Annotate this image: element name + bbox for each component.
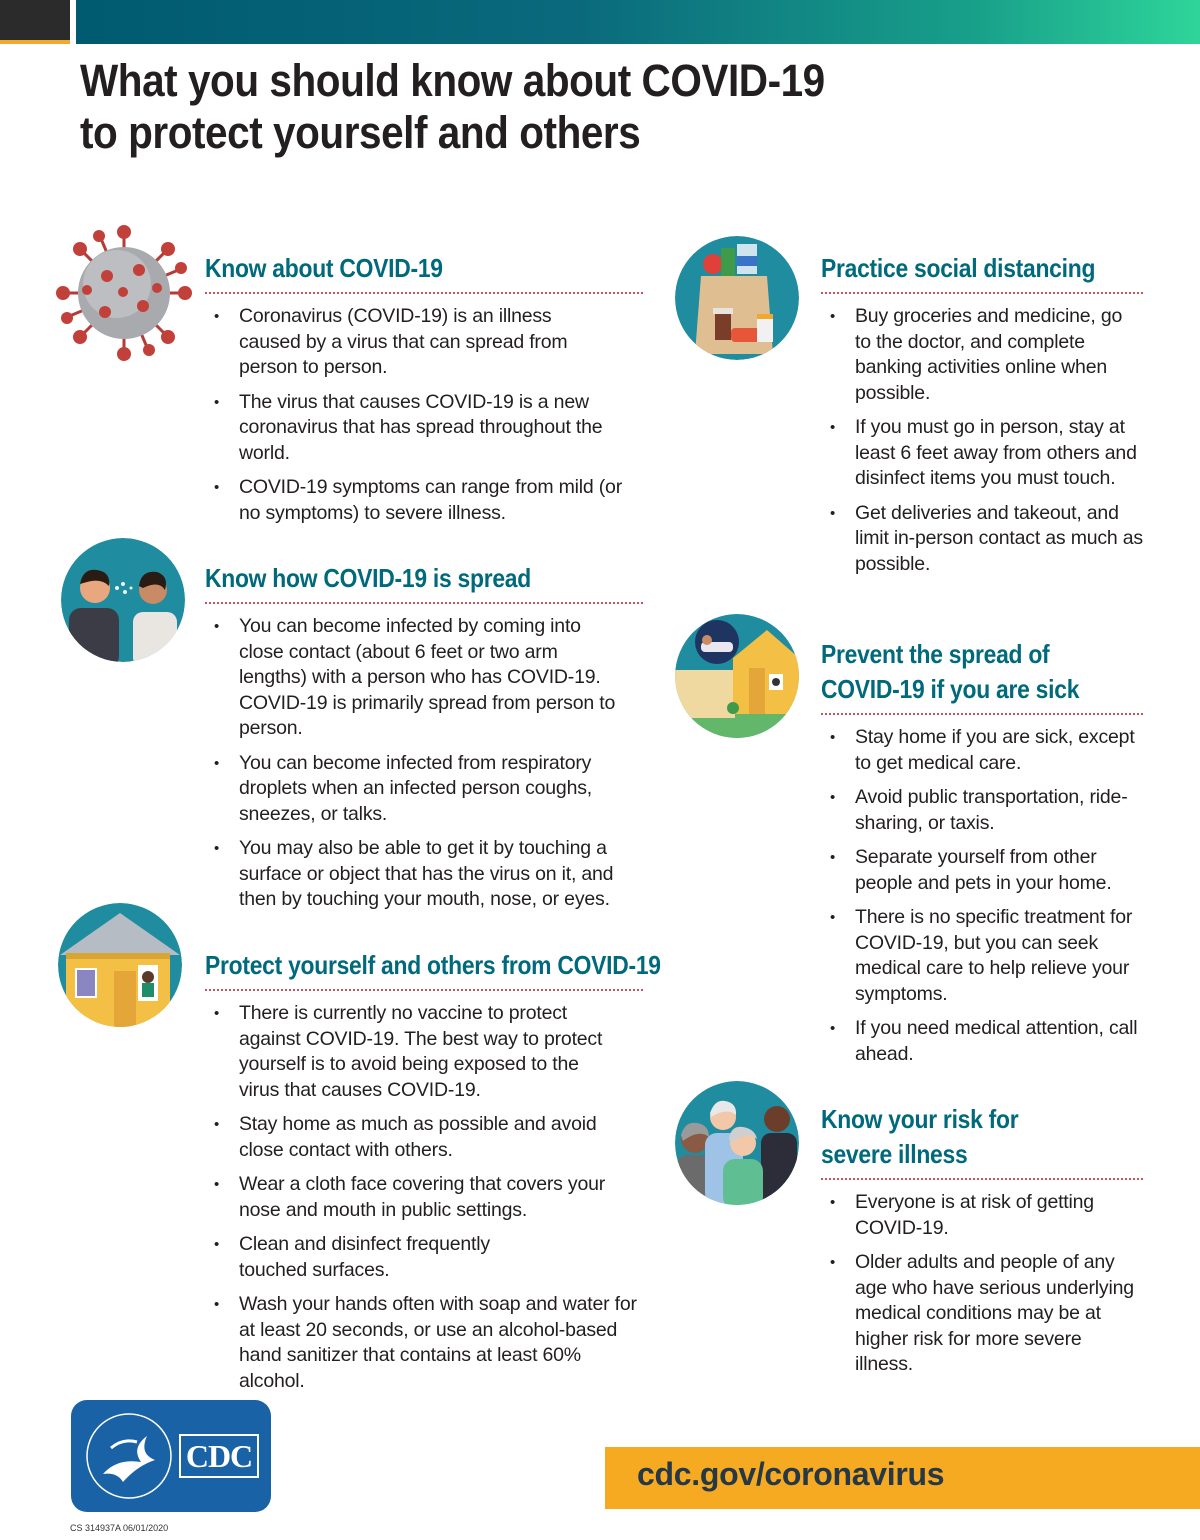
hhs-seal-icon bbox=[83, 1408, 175, 1504]
page-title-line1: What you should know about COVID-19 bbox=[80, 55, 825, 106]
list-item: • The virus that causes COVID-19 is a new coronavirus that has spread throughout the world. bbox=[239, 390, 611, 467]
dotted-divider bbox=[205, 602, 643, 604]
list-item: • If you must go in person, stay at least 6 feet away from others and disinfect items you must touch. bbox=[855, 415, 1143, 492]
house-icon bbox=[58, 903, 182, 1027]
cdc-logo-text: CDC bbox=[179, 1434, 259, 1478]
list-item: • You may also be able to get it by touching a surface or object that has the virus on it, and then by touching your mouth, nose, or eyes. bbox=[239, 836, 643, 913]
dotted-divider bbox=[821, 713, 1143, 715]
section-title-line2: severe illness bbox=[821, 1139, 968, 1169]
header-dark-block bbox=[0, 0, 70, 40]
list-item: • Get deliveries and takeout, and limit in-person contact as much as possible. bbox=[855, 501, 1143, 578]
section-title: Practice social distancing bbox=[821, 253, 1096, 283]
section-title-line1: Know your risk for bbox=[821, 1104, 1019, 1134]
header-gradient-bar bbox=[76, 0, 1200, 44]
list-item: • Wear a cloth face covering that covers your nose and mouth in public settings. bbox=[239, 1172, 643, 1223]
list-item: • Older adults and people of any age who have serious underlying medical conditions may be at higher risk for more severe illness. bbox=[855, 1250, 1143, 1378]
page-title bbox=[80, 55, 890, 159]
document-code: CS 314937A 06/01/2020 bbox=[70, 1523, 169, 1533]
list-item: • Everyone is at risk of getting COVID-19. bbox=[855, 1190, 1143, 1241]
header-gold-strip bbox=[0, 40, 70, 44]
list-item: • You can become infected by coming into close contact (about 6 feet or two arm lengths) with a person who has COVID-19. COVID-19 is primarily spread from person to person. bbox=[239, 614, 621, 742]
section-how-spread bbox=[205, 561, 643, 922]
section-title: Know how COVID-19 is spread bbox=[205, 563, 531, 593]
section-title bbox=[821, 637, 1104, 707]
bullet-list bbox=[205, 1001, 643, 1394]
section-title: Know about COVID-19 bbox=[205, 253, 443, 283]
page-title-line2: to protect yourself and others bbox=[80, 107, 641, 158]
list-item: • Wash your hands often with soap and water for at least 20 seconds, or use an alcohol-based hand sanitizer that contains at least 60% alcohol. bbox=[239, 1292, 643, 1394]
hhs-cdc-logo bbox=[71, 1400, 271, 1512]
bullet-list bbox=[821, 1190, 1143, 1378]
older-adults-icon bbox=[675, 1081, 799, 1205]
section-title-line2: COVID-19 if you are sick bbox=[821, 674, 1080, 704]
list-item: • You can become infected from respiratory droplets when an infected person coughs, sneezes, or talks. bbox=[239, 751, 643, 828]
list-item: • If you need medical attention, call ahead. bbox=[855, 1016, 1143, 1067]
list-item: • Buy groceries and medicine, go to the doctor, and complete banking activities online when possible. bbox=[855, 304, 1143, 406]
section-title-line1: Prevent the spread of bbox=[821, 639, 1050, 669]
section-social-distancing bbox=[821, 251, 1143, 586]
list-item: • Stay home if you are sick, except to get medical care. bbox=[855, 725, 1143, 776]
groceries-bag-icon bbox=[675, 236, 799, 360]
dotted-divider bbox=[821, 292, 1143, 294]
bullet-list bbox=[205, 304, 643, 526]
section-title bbox=[821, 1102, 1104, 1172]
list-item: • Coronavirus (COVID-19) is an illness caused by a virus that can spread from person to person. bbox=[239, 304, 599, 381]
list-item: • COVID-19 symptoms can range from mild (or no symptoms) to severe illness. bbox=[239, 475, 643, 526]
dotted-divider bbox=[205, 989, 643, 991]
list-item: • Stay home as much as possible and avoid close contact with others. bbox=[239, 1112, 643, 1163]
list-item: • There is currently no vaccine to protect against COVID-19. The best way to protect yourself is to avoid being exposed to the virus that causes COVID-19. bbox=[239, 1001, 623, 1103]
footer-url-bar bbox=[605, 1447, 1200, 1509]
list-item: • Clean and disinfect frequently touched surfaces. bbox=[239, 1232, 529, 1283]
bullet-list bbox=[821, 725, 1143, 1067]
section-know-risk bbox=[821, 1102, 1143, 1387]
list-item: • Avoid public transportation, ride-sharing, or taxis. bbox=[855, 785, 1143, 836]
section-title: Protect yourself and others from COVID-19 bbox=[205, 950, 661, 980]
bullet-list bbox=[205, 614, 643, 913]
list-item: • There is no specific treatment for COVID-19, but you can seek medical care to help relieve your symptoms. bbox=[855, 905, 1143, 1007]
footer-url-link[interactable]: cdc.gov/coronavirus bbox=[637, 1456, 945, 1492]
dotted-divider bbox=[821, 1178, 1143, 1180]
coronavirus-icon bbox=[57, 226, 191, 360]
dotted-divider bbox=[205, 292, 643, 294]
section-protect bbox=[205, 948, 661, 1403]
people-coughing-icon bbox=[61, 538, 185, 662]
list-item: • Separate yourself from other people and pets in your home. bbox=[855, 845, 1143, 896]
sick-at-home-icon bbox=[675, 614, 799, 738]
section-prevent-sick bbox=[821, 637, 1143, 1076]
section-know-covid bbox=[205, 251, 643, 535]
bullet-list bbox=[821, 304, 1143, 577]
